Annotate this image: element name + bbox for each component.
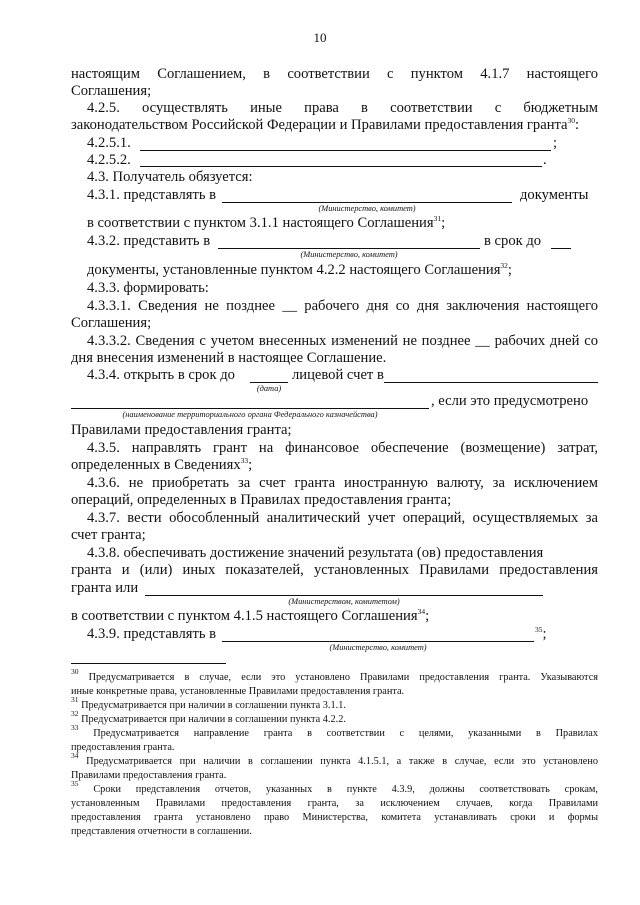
blank-field xyxy=(71,408,429,409)
clause-4-3-3-1: 4.3.3.1. Сведения не позднее __ рабочего дня со дня заключения настоящего xyxy=(87,298,598,314)
clause-4-3-7: 4.3.7. вести обособленный аналитический учет операций, осуществляемых за xyxy=(87,510,598,526)
footnote-33: $^{33}$ Предусматривается направление гранта в соответствии с целями, указанными в Правилах предоставления гранта. xyxy=(71,723,598,753)
clause-4-3-3-2: 4.3.3.2. Сведения с учетом внесенных изменений не позднее __ рабочих дней со xyxy=(87,333,598,349)
footnote-35: $^{35}$ Сроки представления отчетов, указанных в пункте 4.3.9, должны соответствовать срокам, установленным Правилами предоставления гранта, за исключением случаев, когда Правилами предоставления гранта установлено право Министерства, комитета устанавливать сроки и формы представления отчетности в соглашении. xyxy=(71,779,598,837)
blank-field xyxy=(551,248,571,249)
text-line: Соглашения; xyxy=(71,83,152,99)
clause-4-3: 4.3. Получатель обязуется: xyxy=(87,169,253,185)
clause-4-3-3: 4.3.3. формировать: xyxy=(87,280,209,296)
text-line: гранта или xyxy=(71,580,139,596)
field-caption: (дата) xyxy=(256,384,282,393)
text-line: Правилами предоставления гранта; xyxy=(71,422,292,438)
text-line: в соответствии с пунктом 3.1.1 настоящего Соглашения$^{31}$; xyxy=(87,214,446,231)
footnote-34: $^{34}$ Предусматривается при наличии в соглашении пункта 4.1.5.1, а также в случае, если это установлено Правилами предоставления гранта. xyxy=(71,751,599,781)
text-line: операций, определенных в Правилах предоставления гранта; xyxy=(71,492,452,508)
blank-field xyxy=(222,202,512,203)
blank-field xyxy=(140,150,551,151)
field-caption: (Министерство, комитет) xyxy=(329,643,427,652)
clause-4-3-1: 4.3.1. представлять в xyxy=(87,187,217,203)
text-line: настоящим Соглашением, в соответствии с пунктом 4.1.7 настоящего xyxy=(71,66,598,82)
footnote-ref-31: 31 xyxy=(433,214,442,223)
blank-field xyxy=(222,641,534,642)
footnote-32: $^{32}$ Предусматривается при наличии в соглашении пункта 4.2.2. xyxy=(71,709,346,725)
footnote-ref-30: 30 xyxy=(567,116,576,125)
clause-4-3-4: 4.3.4. открыть в срок до xyxy=(87,367,235,383)
text-line: документы, установленные пунктом 4.2.2 настоящего Соглашения$^{32}$; xyxy=(87,261,512,278)
clause-4-3-8: 4.3.8. обеспечивать достижение значений результата (ов) предоставления xyxy=(87,545,544,561)
field-caption: (наименование территориального органа Федерального казначейства) xyxy=(122,410,378,419)
blank-field xyxy=(384,382,598,383)
clause-4-3-6: 4.3.6. не приобретать за счет гранта иностранную валюту, за исключением xyxy=(87,475,598,491)
text-line: дня внесения изменений в настоящее Соглашение. xyxy=(71,350,387,366)
clause-4-2-5-1: 4.2.5.1. xyxy=(87,135,131,151)
text-line: гранта и (или) иных показателей, установленных Правилами предоставления xyxy=(71,562,598,578)
blank-field-date xyxy=(250,382,288,383)
text-line: счет гранта; xyxy=(71,527,146,543)
text-line: законодательством Российской Федерации и Правилами предоставления гранта$^{30}$: xyxy=(71,116,580,133)
footnote-31: $^{31}$ Предусматривается при наличии в соглашении пункта 3.1.1. xyxy=(71,695,346,711)
text-line: определенных в Сведениях$^{33}$; xyxy=(71,456,253,473)
footnote-ref-32: 32 xyxy=(500,261,508,270)
field-caption: (Министерство, комитет) xyxy=(300,250,398,259)
page-number: 10 xyxy=(313,30,327,45)
blank-field xyxy=(218,248,480,249)
blank-field xyxy=(140,166,542,167)
blank-field xyxy=(145,595,543,596)
clause-4-3-9: 4.3.9. представлять в xyxy=(87,626,217,642)
clause-4-2-5-2: 4.2.5.2. xyxy=(87,152,131,168)
clause-4-3-2: 4.3.2. представить в xyxy=(87,233,211,249)
footnote-separator xyxy=(71,663,226,664)
text-line: в соответствии с пунктом 4.1.5 настоящего Соглашения$^{34}$; xyxy=(71,607,430,624)
field-caption: (Министерство, комитет) xyxy=(318,204,416,213)
clause-4-3-5: 4.3.5. направлять грант на финансовое обеспечение (возмещение) затрат, xyxy=(87,440,598,456)
footnote-30: $^{30}$ Предусматривается в случае, если это установлено Правилами предоставления гранта. Указываются иные конкретные права, установленные Правилами предоставления гранта. xyxy=(71,667,598,697)
clause-4-2-5: 4.2.5. осуществлять иные права в соответствии с бюджетным xyxy=(87,100,598,116)
field-caption: (Министерством, комитетом) xyxy=(288,597,400,606)
footnote-ref-34: 34 xyxy=(417,607,426,616)
footnote-ref-33: 33 xyxy=(240,456,249,465)
footnote-ref-35: 35 xyxy=(535,625,543,634)
text-line: Соглашения; xyxy=(71,315,152,331)
